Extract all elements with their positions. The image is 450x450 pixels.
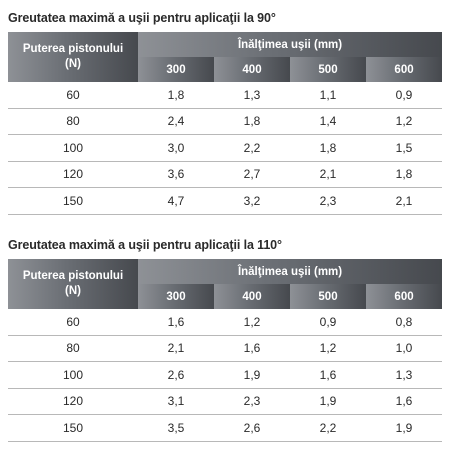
value-cell: 3,1 [138,388,214,415]
value-cell: 4,7 [138,188,214,215]
value-cell: 3,5 [138,415,214,442]
value-cell: 2,4 [138,108,214,135]
table-section-90 [8,8,442,215]
value-cell: 0,9 [290,309,366,335]
value-cell: 2,1 [138,335,214,362]
value-cell: 1,2 [290,335,366,362]
table-section-110 [8,235,442,442]
door-height-header: Înălţimea uşii (mm) [138,32,442,57]
table-title: Greutatea maximă a uşii pentru aplicaţii la 110° [8,238,282,252]
table-row [8,388,442,415]
door-weight-table-90 [8,32,442,215]
value-cell: 3,2 [214,188,290,215]
table-row [8,161,442,188]
table-row [8,135,442,162]
value-cell: 1,3 [366,362,442,389]
value-cell: 1,6 [290,362,366,389]
table-row [8,362,442,389]
value-cell: 2,2 [290,415,366,442]
value-cell: 0,9 [366,82,442,108]
force-cell: 150 [8,415,138,442]
corner-label-line1: Puterea pistonului [22,270,124,282]
force-cell: 120 [8,388,138,415]
value-cell: 2,7 [214,161,290,188]
value-cell: 1,9 [366,415,442,442]
column-header: 500 [290,284,366,309]
value-cell: 3,0 [138,135,214,162]
value-cell: 1,9 [214,362,290,389]
value-cell: 1,8 [366,161,442,188]
corner-header [8,32,138,82]
value-cell: 2,1 [290,161,366,188]
value-cell: 1,8 [214,108,290,135]
table-row [8,82,442,108]
table-title: Greutatea maximă a uşii pentru aplicaţii la 90° [8,11,276,25]
value-cell: 0,8 [366,309,442,335]
value-cell: 1,2 [366,108,442,135]
value-cell: 1,6 [138,309,214,335]
table-row [8,415,442,442]
column-header: 600 [366,57,442,82]
value-cell: 2,2 [214,135,290,162]
force-cell: 150 [8,188,138,215]
value-cell: 2,3 [290,188,366,215]
column-header: 500 [290,57,366,82]
corner-label-line2: (N) [65,58,81,70]
value-cell: 2,3 [214,388,290,415]
value-cell: 1,3 [214,82,290,108]
value-cell: 1,9 [290,388,366,415]
value-cell: 1,5 [366,135,442,162]
force-cell: 60 [8,82,138,108]
column-header: 600 [366,284,442,309]
value-cell: 3,6 [138,161,214,188]
column-header: 400 [214,57,290,82]
value-cell: 2,6 [138,362,214,389]
force-cell: 100 [8,135,138,162]
door-weight-table-110 [8,259,442,442]
column-header: 300 [138,57,214,82]
force-cell: 80 [8,335,138,362]
value-cell: 2,1 [366,188,442,215]
value-cell: 1,8 [290,135,366,162]
value-cell: 1,0 [366,335,442,362]
table-row [8,108,442,135]
corner-header [8,259,138,309]
corner-label-line1: Puterea pistonului [22,43,124,55]
force-cell: 80 [8,108,138,135]
force-cell: 60 [8,309,138,335]
force-cell: 120 [8,161,138,188]
column-header: 400 [214,284,290,309]
table-row [8,309,442,335]
value-cell: 2,6 [214,415,290,442]
table-row [8,335,442,362]
value-cell: 1,2 [214,309,290,335]
value-cell: 1,8 [138,82,214,108]
value-cell: 1,6 [366,388,442,415]
value-cell: 1,6 [214,335,290,362]
table-row [8,188,442,215]
corner-label-line2: (N) [65,285,81,297]
force-cell: 100 [8,362,138,389]
column-header: 300 [138,284,214,309]
value-cell: 1,1 [290,82,366,108]
value-cell: 1,4 [290,108,366,135]
door-height-header: Înălţimea uşii (mm) [138,259,442,284]
